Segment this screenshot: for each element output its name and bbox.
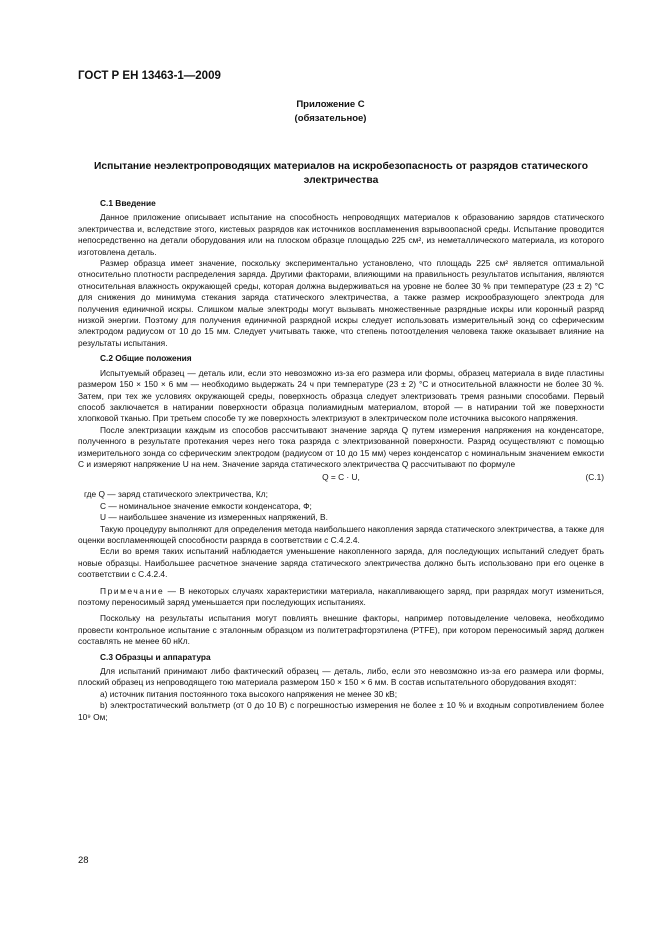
formula-number: (С.1) xyxy=(585,472,604,483)
paragraph: Для испытаний принимают либо фактический образец — деталь, либо, если это невозможно из-за его размера или формы, плоский образец из непроводящего тою материала размером 150 × 150 × 6 мм. В состав испытательного оборудования входят: xyxy=(78,666,604,688)
note-label: Примечание xyxy=(100,585,165,596)
formula-expression: Q = C · U, xyxy=(322,472,360,483)
list-item-a: а) источник питания постоянного тока высокого напряжения не менее 30 кВ; xyxy=(100,688,398,699)
document-body xyxy=(78,198,604,723)
document-title: Испытание неэлектропроводящих материалов на искробезопасность от разрядов статического электричества xyxy=(94,161,588,186)
formula-c1 xyxy=(78,472,604,486)
paragraph: Испытуемый образец — деталь или, если это невозможно из-за его размера или формы, образец материала в виде пластины размером 150 × 150 × 6 мм — необходимо выдержать 24 ч при температуре (23 ± 2) °С и относительной влажности не более 30 %. Затем, при тех же условиях окружающей среды, поверхность образца следует электризовать тремя разными способами. Первый способ заключается в натирании поверхности образца полиамидным материалом, второй — в натирании той же поверхности хлопковой тканью. При третьем способе ту же поверхность электризуют в электрическом поле источника высокого напряжения. xyxy=(78,367,604,424)
formula-legend-c: С — номинальное значение емкости конденсатора, Ф; xyxy=(100,500,312,511)
document-header: ГОСТ Р ЕН 13463-1—2009 xyxy=(78,70,221,82)
page-number: 28 xyxy=(78,855,89,866)
note xyxy=(78,586,604,609)
paragraph: Поскольку на результаты испытания могут повлиять внешние факторы, например потовыделение человека, необходимо провести контрольное испытание с эталонным образцом из политетрафторэтилена (PTFE), при котором переносимый заряд должен составлять не менее 60 нКл. xyxy=(78,613,604,647)
section-heading-c3: С.3 Образцы и аппаратура xyxy=(100,651,211,662)
section-heading-c1: С.1 Введение xyxy=(100,198,156,208)
paragraph: После электризации каждым из способов рассчитывают значение заряда Q путем измерения напряжения на конденсаторе, полученного в результате протекания через него тока разряда с электризованной поверхности. Разряд осуществляют с помощью измерительного зонда со сферическим электродом (радиусом от 10 до 15 мм) через конденсатор с номинальным значением емкости С и измеряют напряжение U на нем. Значение заряда статического электричества Q рассчитывают по формуле xyxy=(78,424,604,469)
paragraph: Размер образца имеет значение, поскольку экспериментально установлено, что площадь 225 см² является оптимальной относительно плотности распределения заряда. Другими факторами, влияющими на правильность результатов испытания, являются относительная влажность окружающей среды, которая должна выдерживаться на уровне не более 30 % при температуре (23 ± 2) °С для снижения до минимума стекания заряда статического электричества, а также размер искрообразующего электрода для получения единичной искры. Слишком малые электроды могут вызывать множественные разрядные искры или коронный разряд низкой энергии. Поэтому для получения единичной разрядной искры следует использовать измерительный зонд со сферическим электродом радиусом от 10 до 15 мм. Следует учитывать также, что степень потоотделения человека также оказывает влияние на результаты испытания. xyxy=(78,258,604,348)
formula-legend-u: U — наибольшее значение из измеренных напряжений, В. xyxy=(100,512,328,523)
formula-legend-q: где Q — заряд статического электричества, Кл; xyxy=(84,489,268,500)
paragraph: Такую процедуру выполняют для определения метода наибольшего накопления заряда статического электричества, а также для оценки воспламеняющей способности разряда в соответствии с С.4.2.4. xyxy=(78,523,604,545)
paragraph: Данное приложение описывает испытание на способность непроводящих материалов к образованию зарядов статического электричества и, вследствие этого, кистевых разрядов как источников воспламенения взрывоопасной среды. Испытание проводится непосредственно на детали оборудования или на плоском образце площадью 225 см², из неметаллического материала, из которого изготовлена деталь. xyxy=(78,212,604,257)
note-text: — В некоторых случаях характеристики материала, накапливающего заряд, при разрядах могут измениться, поэтому переносимый заряд уменьшается при последующих испытаниях. xyxy=(78,585,604,607)
section-heading-c2: С.2 Общие положения xyxy=(100,353,192,364)
paragraph: Если во время таких испытаний наблюдается уменьшение накопленного заряда, для последующих испытаний следует брать новые образцы. Наибольшее расчетное значение заряда статического электричества должно быть использовано при его оценке в соответствии с С.4.2.4. xyxy=(78,546,604,580)
annex-status: (обязательное) xyxy=(294,113,367,124)
list-item-b: b) электростатический вольтметр (от 0 до 10 В) с погрешностью измерения не более ± 10 % и входным сопротивлением более 10⁹ Ом; xyxy=(78,700,604,722)
annex-label: Приложение С xyxy=(296,99,365,110)
annex-heading xyxy=(0,98,661,126)
